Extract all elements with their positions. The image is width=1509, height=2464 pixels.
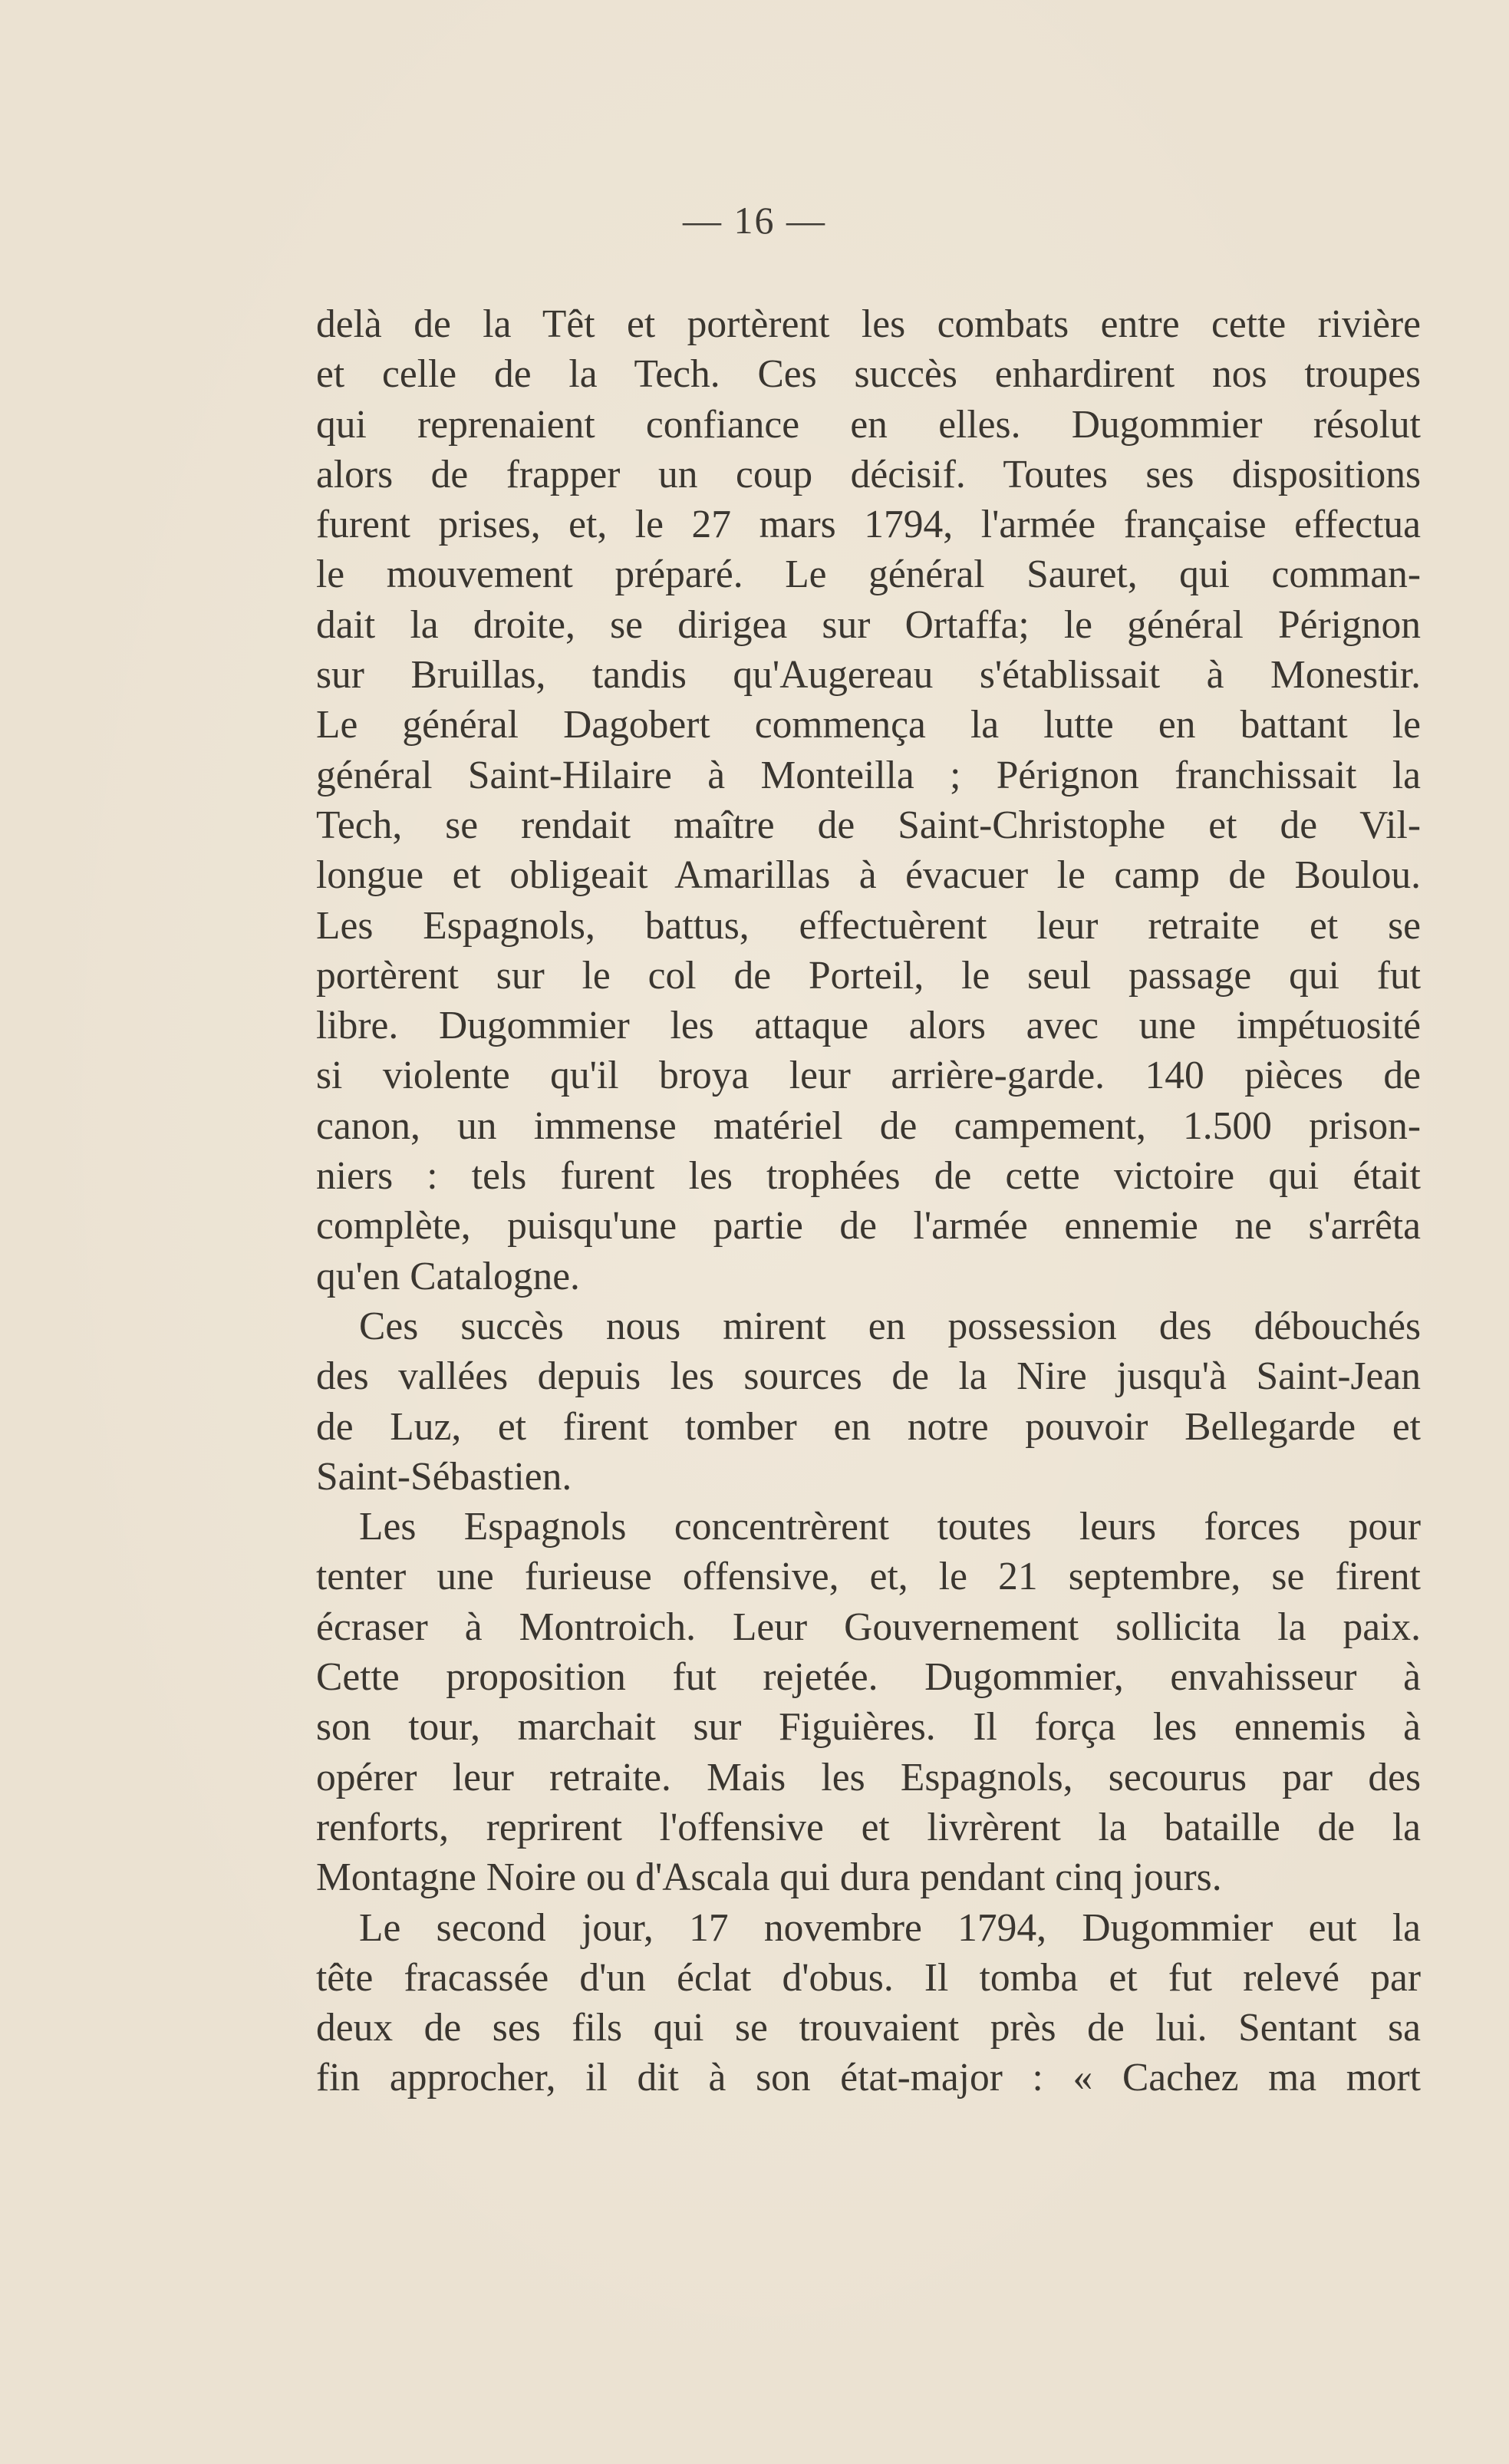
text-line: renforts, reprirent l'offensive et livrèrent la bataille de la — [316, 1805, 1421, 1849]
paragraph — [316, 1301, 1421, 1502]
text-line: alors de frapper un coup décisif. Toutes ses dispositions — [316, 452, 1421, 496]
text-line: complète, puisqu'une partie de l'armée ennemie ne s'arrêta — [316, 1204, 1421, 1248]
text-line: Le second jour, 17 novembre 1794, Dugommier eut la — [359, 1905, 1421, 1950]
body-text — [316, 299, 1421, 2103]
text-line: Ces succès nous mirent en possession des débouchés — [359, 1304, 1421, 1348]
text-line: dait la droite, se dirigea sur Ortaffa; le général Pérignon — [316, 602, 1421, 647]
text-line: général Saint-Hilaire à Monteilla ; Pérignon franchissait la — [316, 753, 1421, 797]
text-line: opérer leur retraite. Mais les Espagnols, secourus par des — [316, 1755, 1421, 1799]
text-line: fin approcher, il dit à son état-major : « Cachez ma mort — [316, 2056, 1421, 2100]
text-line: et celle de la Tech. Ces succès enhardirent nos troupes — [316, 352, 1421, 397]
page-number: — 16 — — [683, 199, 826, 242]
text-line: le mouvement préparé. Le général Sauret, qui comman- — [316, 553, 1421, 597]
text-line: Le général Dagobert commença la lutte en battant le — [316, 703, 1421, 747]
text-line: longue et obligeait Amarillas à évacuer le camp de Boulou. — [316, 853, 1421, 898]
text-line: des vallées depuis les sources de la Nire jusqu'à Saint-Jean — [316, 1354, 1421, 1399]
text-line: furent prises, et, le 27 mars 1794, l'armée française effectua — [316, 503, 1421, 547]
text-line: sur Bruillas, tandis qu'Augereau s'établissait à Monestir. — [316, 653, 1421, 698]
text-line: si violente qu'il broya leur arrière-garde. 140 pièces de — [316, 1054, 1421, 1098]
text-line: portèrent sur le col de Porteil, le seul passage qui fut — [316, 953, 1421, 998]
text-line: Saint-Sébastien. — [316, 1454, 572, 1499]
text-line: Les Espagnols concentrèrent toutes leurs forces pour — [359, 1505, 1421, 1549]
text-line: Tech, se rendait maître de Saint-Christophe et de Vil- — [316, 803, 1421, 847]
text-line: de Luz, et firent tomber en notre pouvoir Bellegarde et — [316, 1404, 1421, 1449]
text-line: libre. Dugommier les attaque alors avec une impétuosité — [316, 1004, 1421, 1048]
text-line: qu'en Catalogne. — [316, 1254, 580, 1298]
paragraph — [316, 1903, 1421, 2103]
text-line: deux de ses fils qui se trouvaient près de lui. Sentant sa — [316, 2006, 1421, 2050]
text-line: qui reprenaient confiance en elles. Dugommier résolut — [316, 402, 1421, 447]
text-line: delà de la Têt et portèrent les combats entre cette rivière — [316, 302, 1421, 346]
text-line: niers : tels furent les trophées de cette victoire qui était — [316, 1154, 1421, 1199]
text-line: tête fracassée d'un éclat d'obus. Il tomba et fut relevé par — [316, 1955, 1421, 2000]
text-line: son tour, marchait sur Figuières. Il força les ennemis à — [316, 1705, 1421, 1750]
text-line: tenter une furieuse offensive, et, le 21 septembre, se firent — [316, 1555, 1421, 1599]
text-line: Montagne Noire ou d'Ascala qui dura pendant cinq jours. — [316, 1855, 1222, 1900]
paragraph — [316, 1502, 1421, 1902]
paragraph — [316, 299, 1421, 1301]
text-line: écraser à Montroich. Leur Gouvernement sollicita la paix. — [316, 1605, 1421, 1649]
text-line: canon, un immense matériel de campement, 1.500 prison- — [316, 1103, 1421, 1148]
text-line: Les Espagnols, battus, effectuèrent leur retraite et se — [316, 903, 1421, 948]
text-line: Cette proposition fut rejetée. Dugommier, envahisseur à — [316, 1655, 1421, 1700]
